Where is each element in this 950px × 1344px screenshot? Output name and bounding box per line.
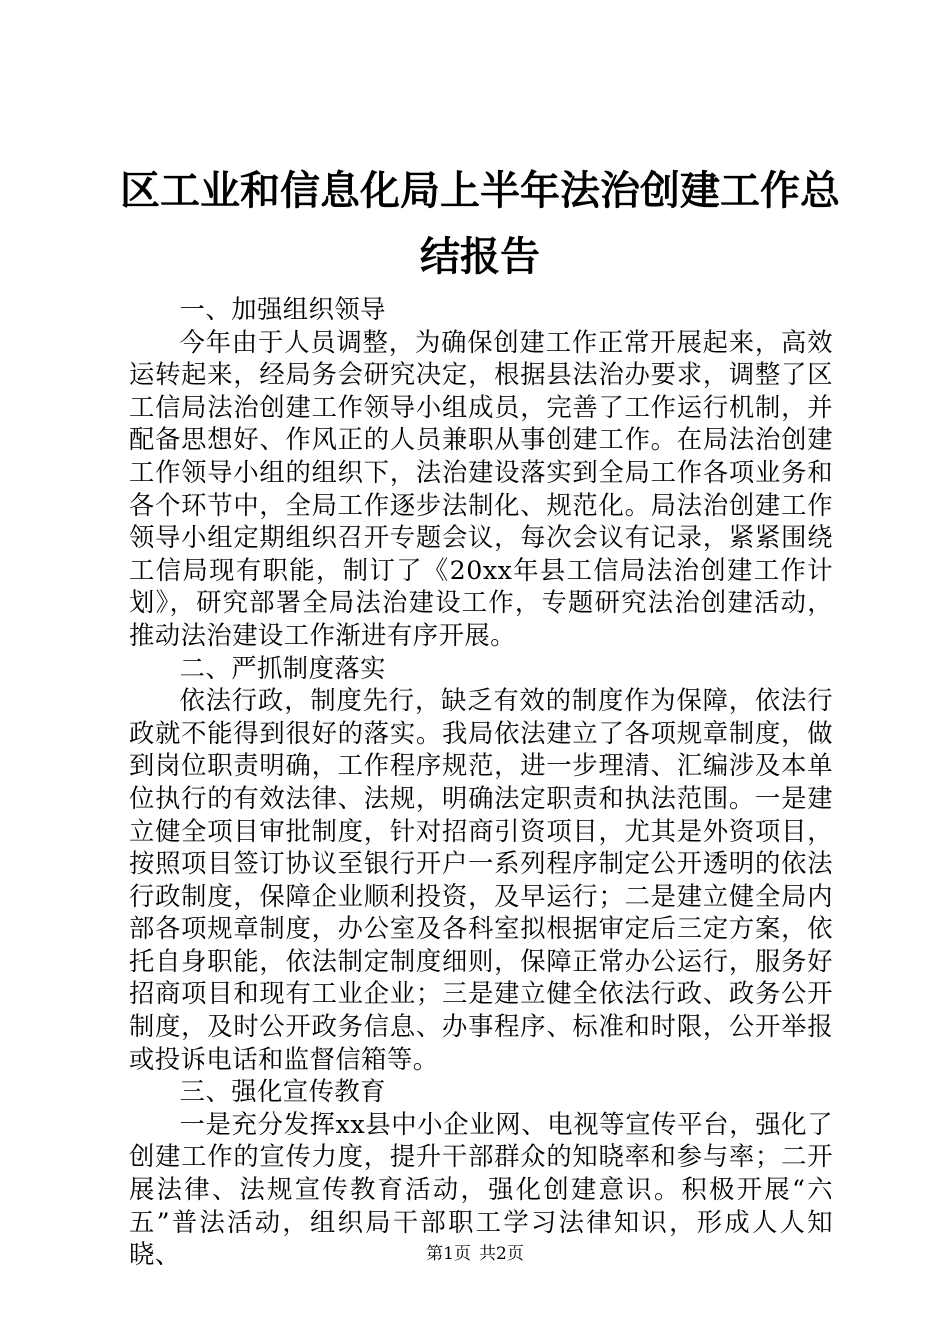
document-title: 区工业和信息化局上半年法治创建工作总结报告 xyxy=(120,168,840,280)
section-paragraph-2: 依法行政，制度先行，缺乏有效的制度作为保障，依法行政就不能得到很好的落实。我局依法建立了各项规章制度，做到岗位职责明确，工作程序规范，进一步理清、汇编涉及本单位执行的有效法律、法规，明确法定职责和执法范围。一是建立健全项目审批制度，针对招商引资项目，尤其是外资项目，按照项目签订协议至银行开户一系列程序制定公开透明的依法行政制度，保障企业顺利投资，及早运行；二是建立健全局内部各项规章制度，办公室及各科室拟根据审定后三定方案，依托自身职能，依法制定制度细则，保障正常办公运行，服务好招商项目和现有工业企业；三是建立健全依法行政、政务公开制度，及时公开政务信息、办事程序、标准和时限，公开举报或投诉电话和监督信箱等。 xyxy=(129,686,833,1074)
section-heading-1: 一、加强组织领导 xyxy=(179,295,386,324)
section-heading-3: 三、强化宣传教育 xyxy=(179,1077,386,1107)
section-paragraph-1: 今年由于人员调整，为确保创建工作正常开展起来，高效运转起来，经局务会研究决定，根据县法治办要求，调整了区工信局法治创建工作领导小组成员，完善了工作运行机制，并配备思想好、作风正的人员兼职从事创建工作。在局法治创建工作领导小组的组织下，法治建设落实到全局工作各项业务和各个环节中，全局工作逐步法制化、规范化。局法治创建工作领导小组定期组织召开专题会议，每次会议有记录，紧紧围绕工信局现有职能，制订了《20xx年县工信局法治创建工作计划》，研究部署全局法治建设工作，专题研究法治创建活动，推动法治建设工作渐进有序开展。 xyxy=(129,327,833,650)
page-footer xyxy=(0,1242,950,1266)
page-total: 共2页 xyxy=(479,1244,524,1264)
section-heading-2: 二、严抓制度落实 xyxy=(179,653,386,683)
page-number: 第1页 xyxy=(426,1244,471,1264)
document-body xyxy=(129,294,833,1272)
section-paragraph-3: 一是充分发挥xx县中小企业网、电视等宣传平台，强化了创建工作的宣传力度，提升干部群众的知晓率和参与率；二开展法律、法规宣传教育活动，强化创建意识。积极开展“六五”普法活动，组织局干部职工学习法律知识，形成人人知晓、 xyxy=(129,1109,833,1270)
